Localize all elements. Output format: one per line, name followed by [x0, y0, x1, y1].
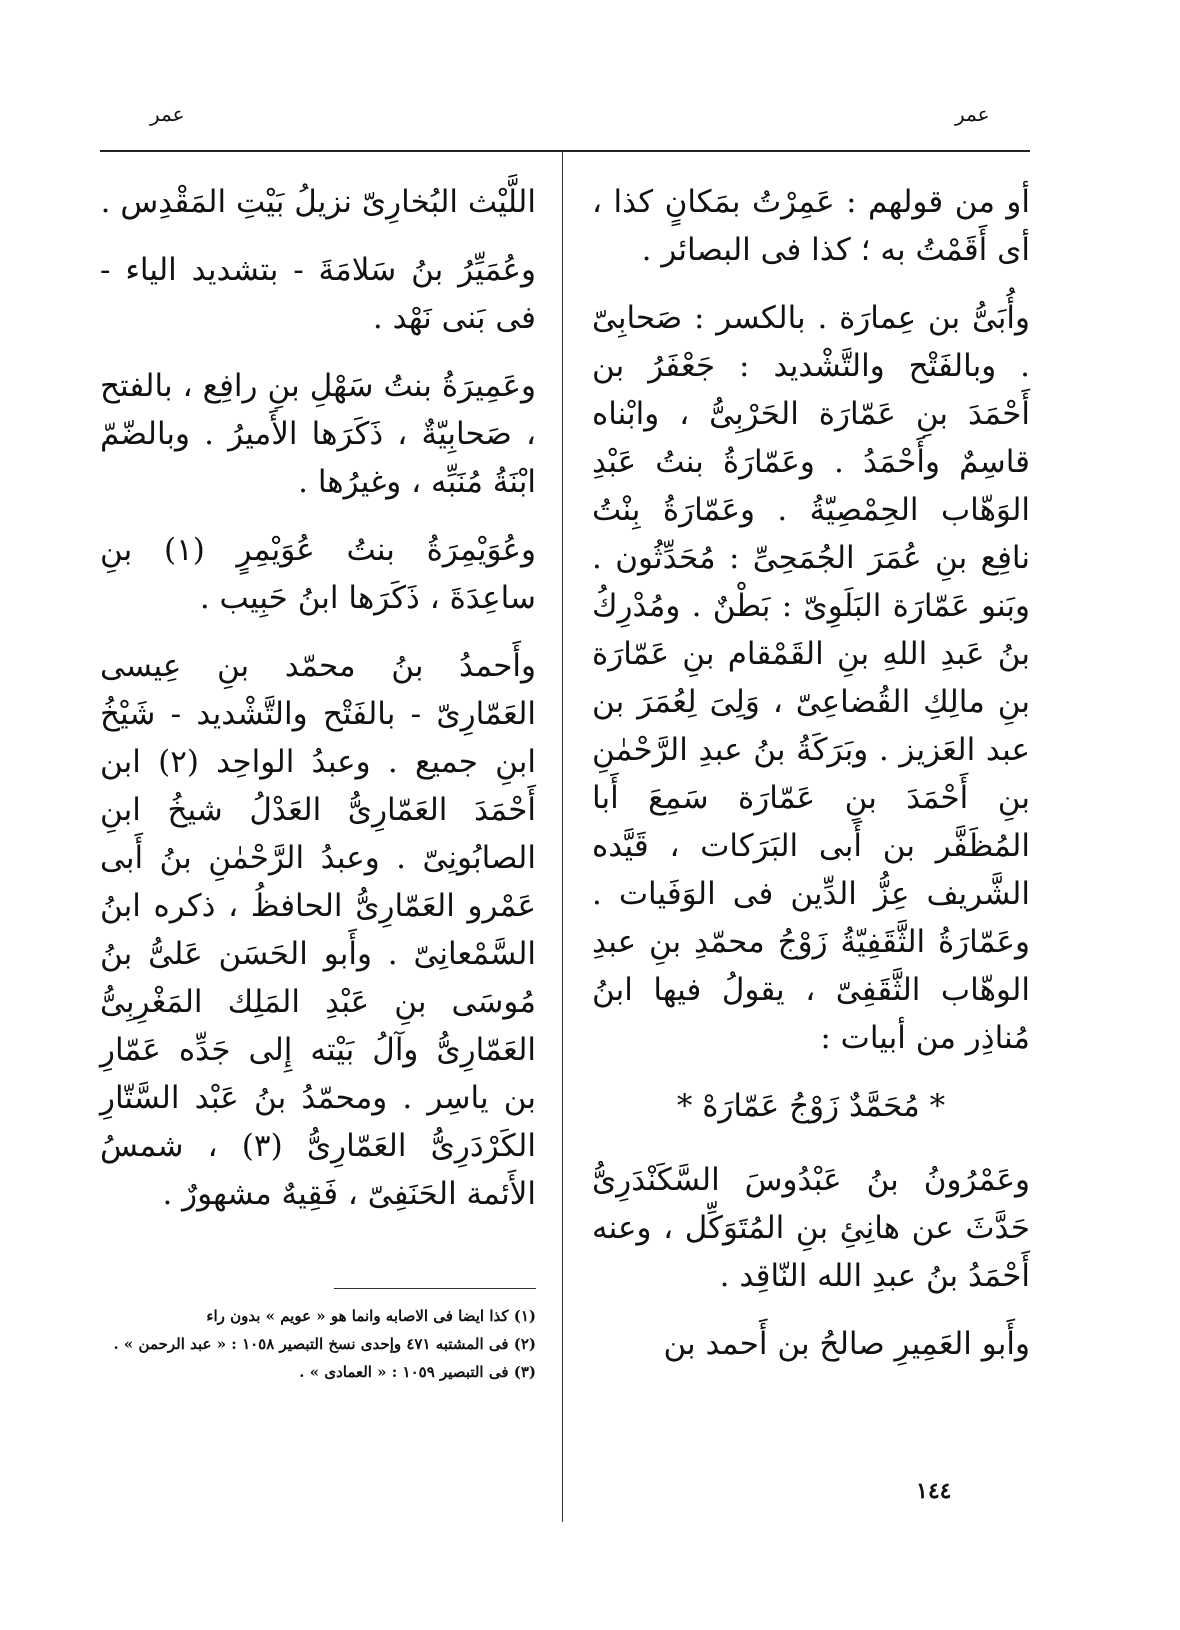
running-header-right: عمر [955, 102, 990, 126]
right-paragraph-2: وأُبَىُّ بن عِمارَة . بالكسر : صَحابِىّ . وبالفَتْح والتَّشْديد : جَعْفَرُ بن أَحْمَدَ بنِ عَمّارَة الحَرْبِىُّ ، وابْناه قاسِمٌ وأَحْمَدُ . وعَمّارَةُ بنتُ عَبْدِ الوَهّاب الحِمْصِيّةُ . وعَمّارَةُ بِنْتُ نافِع بنِ عُمَرَ الجُمَحِىِّ : مُحَدِّثُون . وبَنو عَمّارَة البَلَوِىّ : بَطْنٌ . ومُدْرِكُ بنُ عَبدِ اللهِ بنِ القَمْقام بنِ عَمّارَة بنِ مالِكِ القُضاعِىّ ، وَلِىَ لِعُمَرَ بن عبد العَزيز . وبَرَكَةُ بنُ عبدِ الرَّحْمٰنِ بنِ أَحْمَدَ بنِ عَمّارَة سَمِعَ أَبا المُظَفَّر بن أَبى البَرَكات ، قَيَّده الشَّريف عِزُّ الدِّين فى الوَفَيات . وعَمّارَةُ الثَّقَفِيّةُ زَوْجُ محمّدِ بنِ عبدِ الوهّاب الثَّقَفِىّ ، يقولُ فيها ابنُ مُناذِر من أبيات : [592, 300, 1030, 1056]
page-number: ١٤٤ [916, 1478, 952, 1504]
left-paragraph-5: وأَحمدُ بنُ محمّد بنِ عِيسى العَمّارِىّ - بالفَتْح والتَّشْديد - شَيْخُ ابنِ جميع . وعبدُ الواحِد (٢) ابن أَحْمَدَ العَمّارِىُّ العَدْلُ شيخُ ابنِ الصابُونِىّ . وعبدُ الرَّحْمٰنِ بنُ أَبى عَمْرو العَمّارِىُّ الحافظُ ، ذكره ابنُ السَّمْعانِىّ . وأَبو الحَسَن عَلىُّ بنُ مُوسَى بنِ عَبْدِ المَلِك المَغْرِبِىُّ العَمّارِىُّ وآلُ بَيْته إِلى جَدِّه عَمّارِ بن ياسِر . ومحمّدُ بنُ عَبْد السَّتّارِ الكَرْدَرِىُّ العَمّارِىُّ (٣) ، شمسُ الأَئمة الحَنَفِىّ ، فَقِيهٌ مشهورٌ . [100, 648, 536, 1212]
footnote-3: (٣) فى التبصير ١٠٥٩ : « العمادى » . [299, 1363, 536, 1381]
left-paragraph-2: وعُمَيِّرُ بنُ سَلامَةَ - بتشديد الياء - فى بَنى نَهْد . [100, 252, 536, 336]
footnote-rule [334, 1288, 536, 1289]
header-rule [100, 150, 1030, 152]
footnotes [100, 1302, 536, 1386]
left-column [100, 178, 536, 1238]
running-header-left: عمر [150, 102, 185, 126]
left-paragraph-1: اللَّيْث البُخارِىّ نزيلُ بَيْتِ المَقْدِس . [100, 184, 536, 220]
column-divider [562, 152, 563, 1522]
right-paragraph-3: وعَمْرُونُ بنُ عَبْدُوسَ السَّكَنْدَرِىُّ حَدَّثَ عن هانِئِ بنِ المُتَوَكِّل ، وعنه أَحْمَدُ بنُ عبدِ الله النّاقِد . [592, 1162, 1030, 1294]
left-paragraph-3: وعَمِيرَةُ بنتُ سَهْلِ بنِ رافِع ، بالفتح ، صَحابِيّةٌ ، ذَكَرَها الأَميرُ . وبالضّمّ ابْنَةُ مُنَبِّه ، وغيرُها . [100, 368, 536, 500]
footnote-2: (٢) فى المشتبه ٤٧١ وإحدى نسخ التبصير ١٠٥٨ : « عبد الرحمن » . [113, 1335, 536, 1353]
left-paragraph-4: وعُوَيْمِرَةُ بنتُ عُوَيْمِرٍ (١) بنِ ساعِدَةَ ، ذَكَرَها ابنُ حَبِيب . [100, 532, 536, 616]
right-paragraph-1: أو من قولهم : عَمِرْتُ بمَكانٍ كذا ، أى أَقَمْتُ به ؛ كذا فى البصائر . [592, 184, 1030, 268]
verse-line: * مُحَمَّدٌ زَوْجُ عَمّارَهْ * [676, 1088, 946, 1124]
right-column [592, 178, 1030, 1388]
right-paragraph-4: وأَبو العَمِيرِ صالحُ بن أَحمد بن [663, 1326, 1030, 1362]
footnote-1: (١) كذا ايضا فى الاصابه وانما هو « عويم » بدون راء [206, 1307, 536, 1325]
